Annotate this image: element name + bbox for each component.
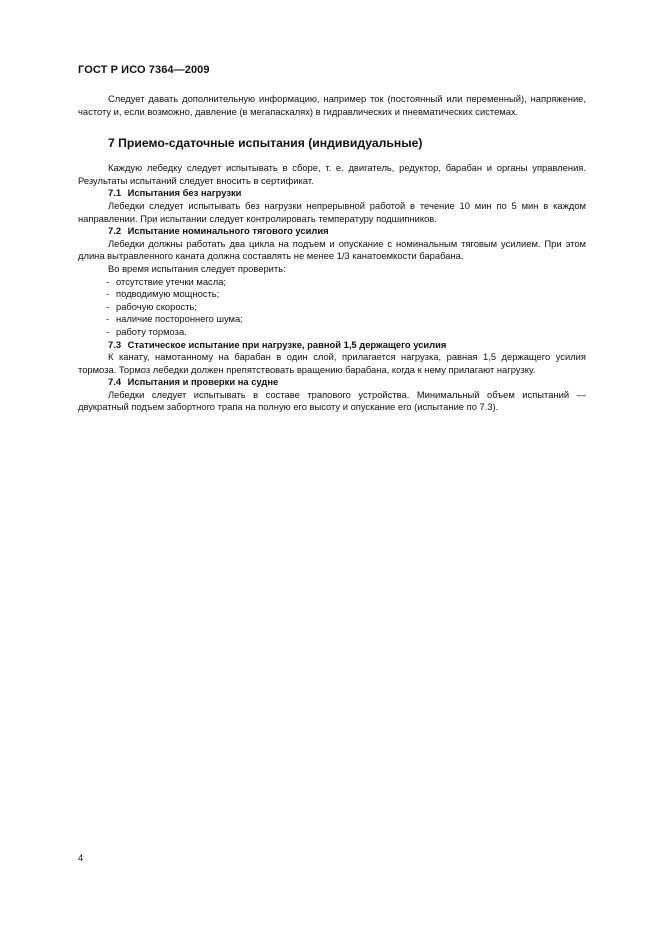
subsection-7-2-title: Испытание номинального тягового усилия [127,225,329,237]
list-item: - рабочую скорость; [106,300,198,312]
page-number: 4 [78,853,84,864]
subsection-7-1-number: 7.1 [108,187,122,199]
list-item: - работу тормоза. [106,325,187,337]
subsection-7-1-heading [78,187,586,200]
subsection-7-1-text: Лебедки следует испытывать без нагрузки непрерывной работой в течение 10 мин по 5 мин в каждом направлении. При испытании следует контролировать температуру подшипников. [78,199,586,224]
list-item: - отсутствие утечки масла; [106,275,227,287]
subsection-7-2-number: 7.2 [108,225,122,237]
section-7-intro: Каждую лебедку следует испытывать в сборе, т. е. двигатель, редуктор, барабан и органы управления. Результаты испытаний следует вносить в сертификат. [78,162,586,186]
subsection-7-4-number: 7.4 [108,376,122,388]
subsection-7-4-heading [78,376,586,389]
list-item: - наличие постороннего шума; [106,313,243,325]
subsection-7-2-check-intro: Во время испытания следует проверить: [108,262,286,274]
subsection-7-3-number: 7.3 [108,338,122,350]
subsection-7-3-heading [78,339,586,352]
subsection-7-4-title: Испытания и проверки на судне [127,376,279,388]
subsection-7-1-title: Испытания без нагрузки [127,187,242,199]
subsection-7-3-text: К канату, намотанному на барабан в один слой, прилагается нагрузка, равная 1,5 держащего усилия тормоза. Тормоз лебедки должен препятствовать вращению барабана, когда к нему прилагают нагрузку. [78,351,586,375]
section-7-title: 7 Приемо-сдаточные испытания (индивидуальные) [108,136,423,151]
subsection-7-2-heading [78,225,586,238]
document-body [78,93,586,414]
subsection-7-4-text: Лебедки следует испытывать в составе трапового устройства. Минимальный объем испытаний — двукратный подъем забортного трапа на полную его высоту и опускание его (испытание по 7.3). [78,388,586,413]
intro-paragraph: Следует давать дополнительную информацию, например ток (постоянный или переменный), напряжение, частоту и, если возможно, давление (в мегапаскалях) в гидравлических и пневматических системах. [78,93,586,117]
subsection-7-2-text: Лебедки должны работать два цикла на подъем и опускание с номинальным тяговым усилием. При этом длина вытравленного каната должна составлять не менее 1/3 канатоемкости барабана. [78,237,586,262]
check-list [78,276,586,339]
list-item: - подводимую мощность; [106,288,220,300]
document-header: ГОСТ Р ИСО 7364—2009 [78,64,210,76]
subsection-7-3-title: Статическое испытание при нагрузке, равной 1,5 держащего усилия [127,338,447,350]
